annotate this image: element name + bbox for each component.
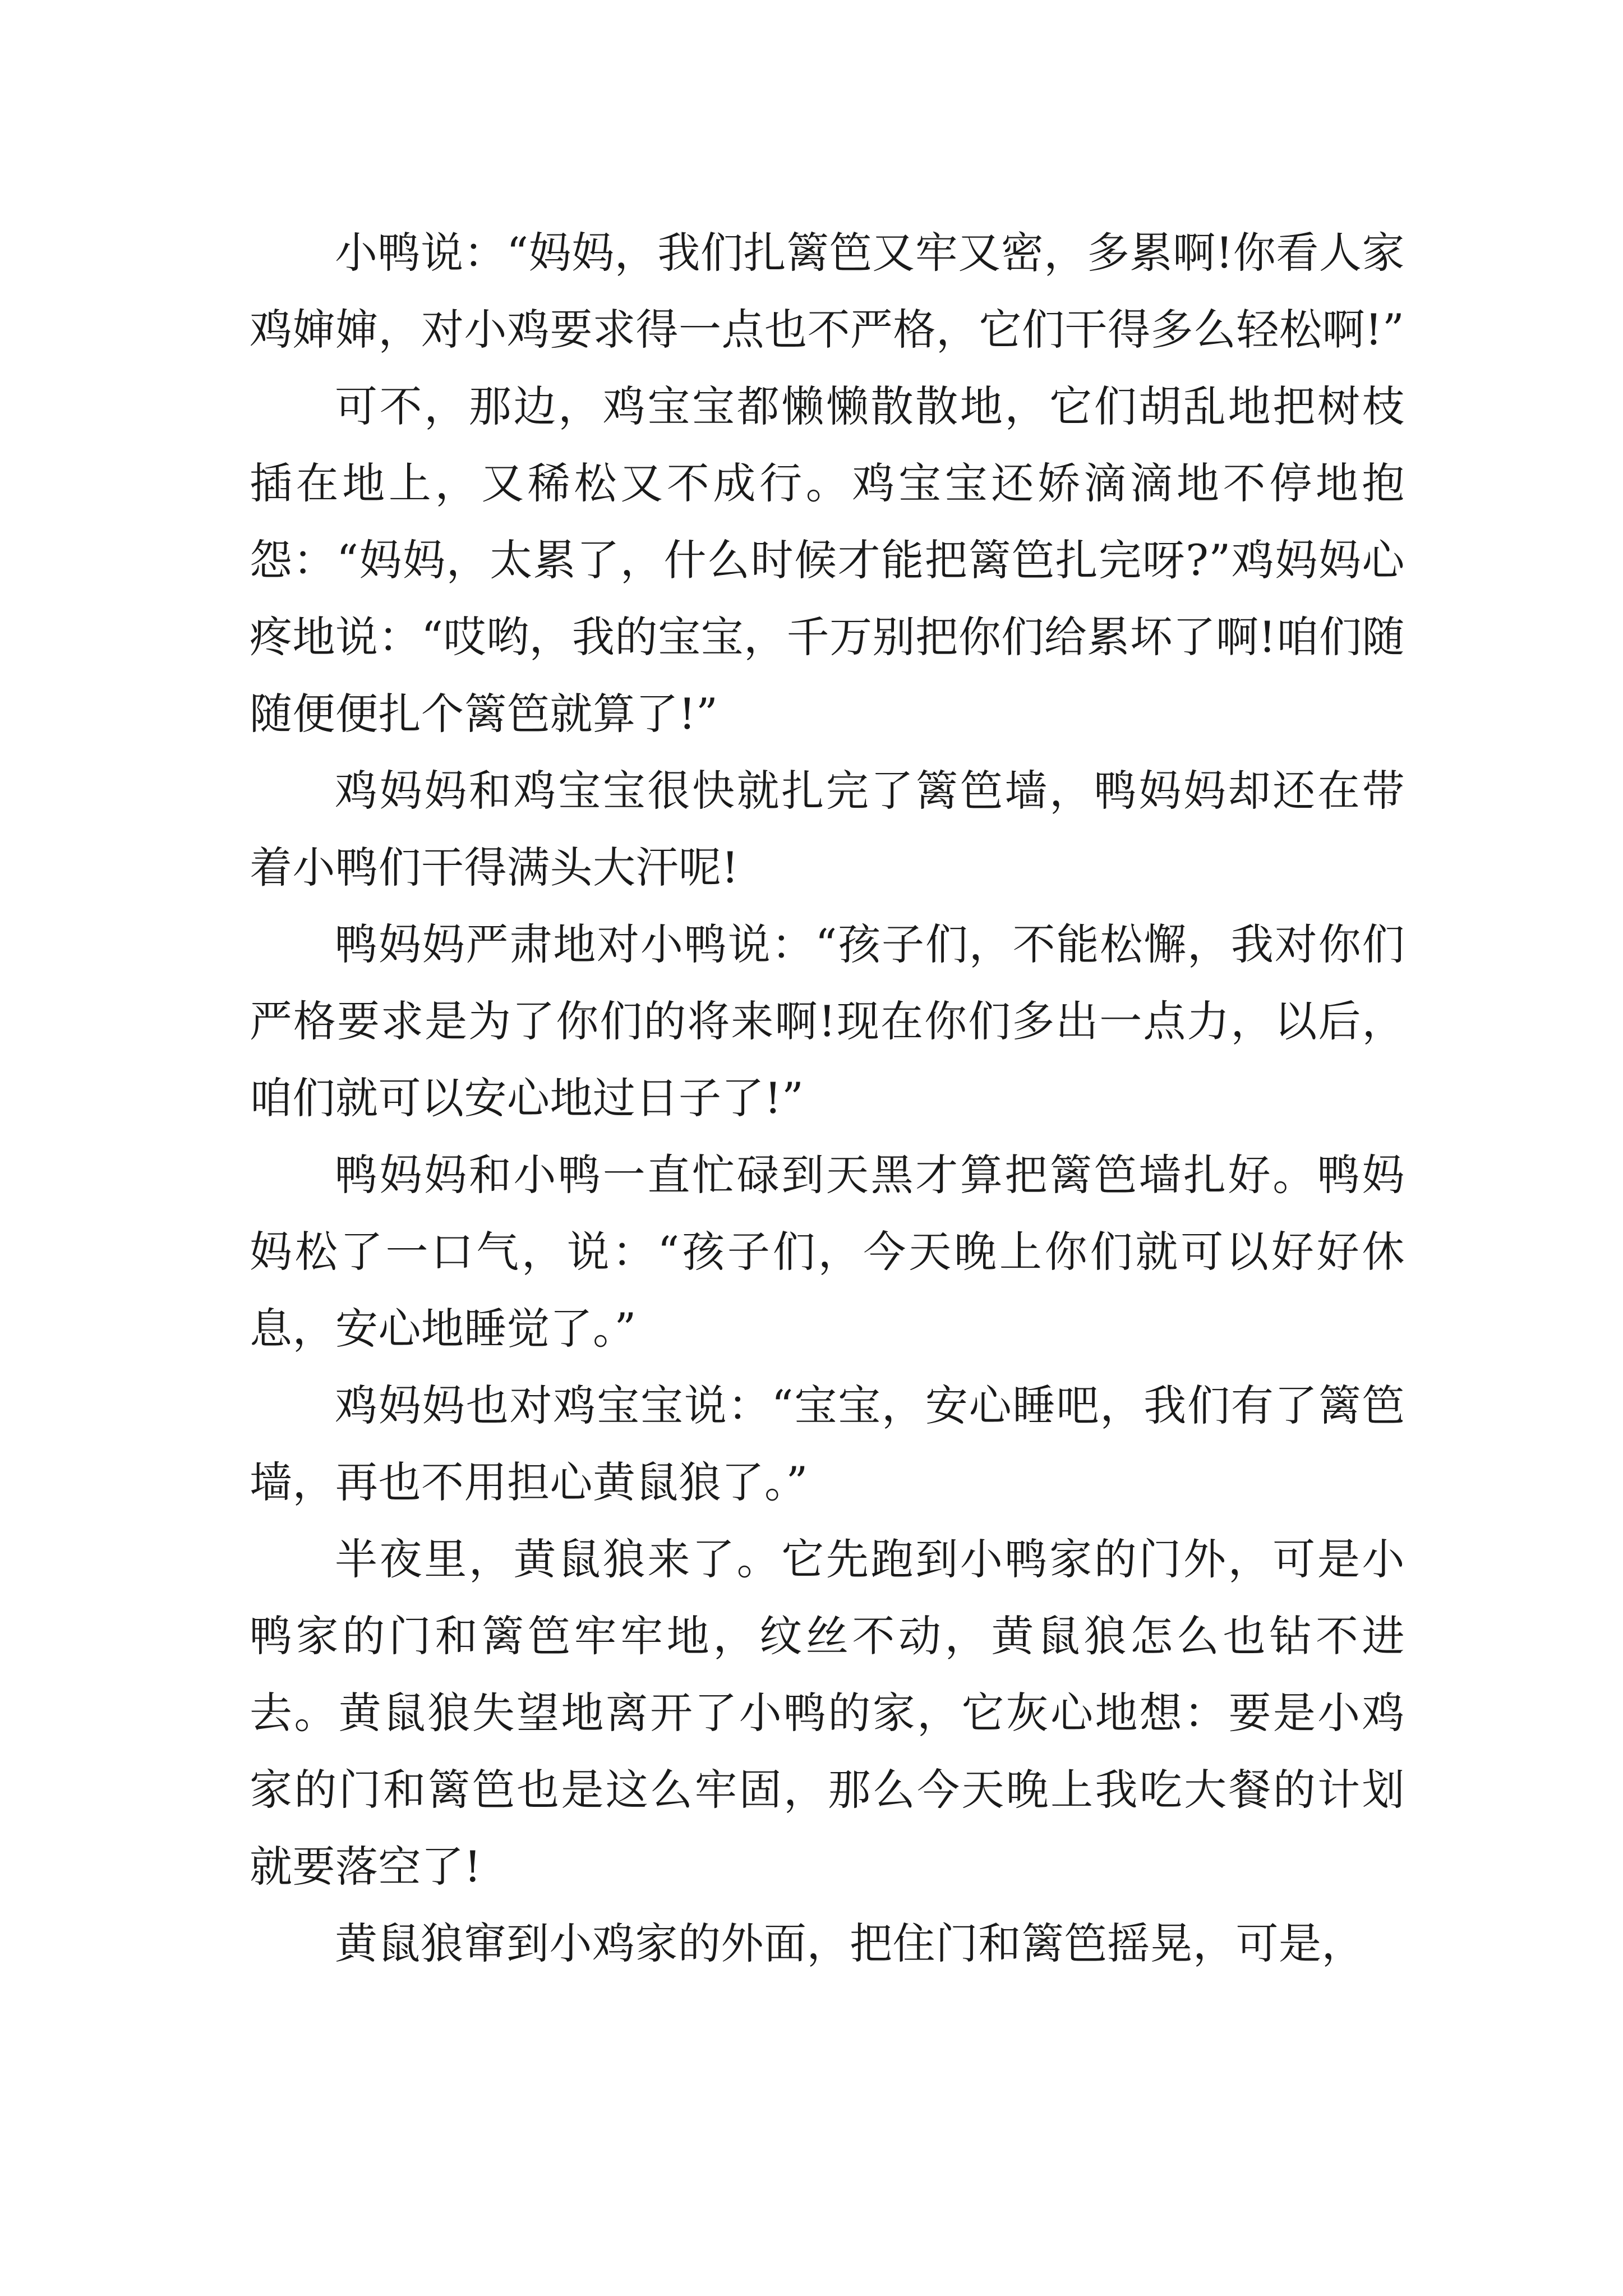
paragraph: 可不，那边，鸡宝宝都懒懒散散地，它们胡乱地把树枝插在地上，又稀松又不成行。鸡宝宝还娇滴滴地不停地抱怨：“妈妈，太累了，什么时候才能把篱笆扎完呀?”鸡妈妈心疼地说：“哎哟，我的宝宝，千万别把你们给累坏了啊!咱们随随便便扎个篱笆就算了!” [250, 381, 1405, 739]
paragraph: 半夜里，黄鼠狼来了。它先跑到小鸭家的门外，可是小鸭家的门和篱笆牢牢地，纹丝不动，黄鼠狼怎么也钻不进去。黄鼠狼失望地离开了小鸭的家，它灰心地想：要是小鸡家的门和篱笆也是这么牢固，那么今天晚上我吃大餐的计划就要落空了! [250, 1534, 1405, 1892]
paragraph: 黄鼠狼窜到小鸡家的外面，把住门和篱笆摇晃，可是， [335, 1918, 1364, 1968]
paragraph: 鸭妈妈严肃地对小鸭说：“孩子们，不能松懈，我对你们严格要求是为了你们的将来啊!现在你们多出一点力，以后，咱们就可以安心地过日子了!” [250, 919, 1405, 1123]
paragraph: 鸡妈妈和鸡宝宝很快就扎完了篱笆墙，鸭妈妈却还在带着小鸭们干得满头大汗呢! [250, 766, 1405, 892]
paragraph: 鸭妈妈和小鸭一直忙碌到天黑才算把篱笆墙扎好。鸭妈妈松了一口气，说：“孩子们，今天晚上你们就可以好好休息，安心地睡觉了。” [250, 1150, 1405, 1354]
paragraph: 鸡妈妈也对鸡宝宝说：“宝宝，安心睡吧，我们有了篱笆墙，再也不用担心黄鼠狼了。” [250, 1381, 1405, 1507]
story-text [250, 214, 1405, 1982]
paragraph: 小鸭说：“妈妈，我们扎篱笆又牢又密，多累啊!你看人家鸡婶婶，对小鸡要求得一点也不严格，它们干得多么轻松啊!” [250, 228, 1405, 355]
